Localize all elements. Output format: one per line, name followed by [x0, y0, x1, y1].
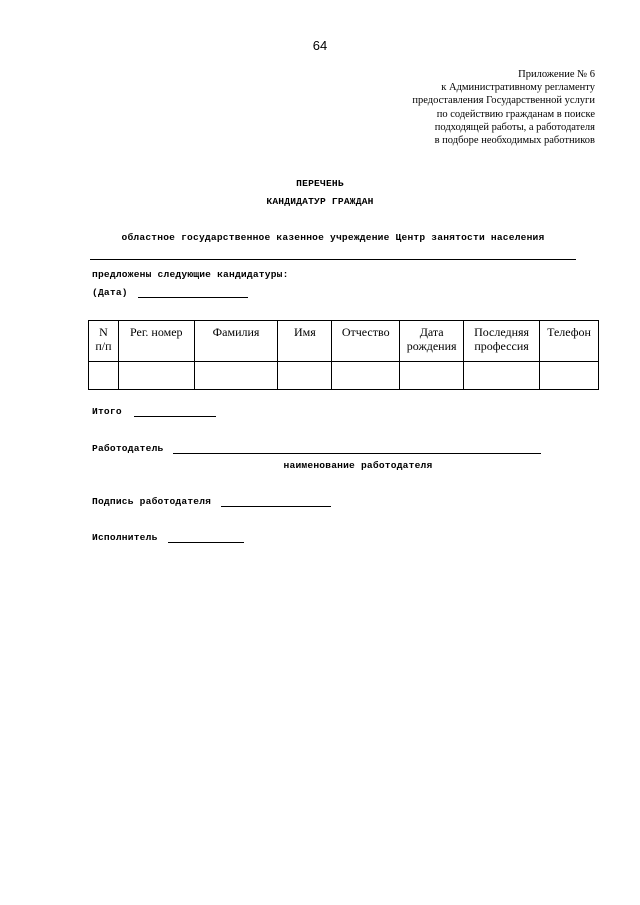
- document-subtitle: КАНДИДАТУР ГРАЖДАН: [266, 196, 374, 207]
- column-header-number: N п/п: [89, 321, 119, 362]
- page-number: 64: [312, 38, 328, 53]
- organization-underline: [90, 259, 576, 260]
- appendix-line: по содействию гражданам в поиске: [436, 108, 595, 120]
- table-cell[interactable]: [194, 362, 278, 390]
- column-header-birth-date: Дата рождения: [400, 321, 464, 362]
- employer-caption: наименование работодателя: [283, 460, 433, 471]
- appendix-line: в подборе необходимых работников: [434, 135, 595, 147]
- column-header-reg-number: Рег. номер: [118, 321, 194, 362]
- date-field[interactable]: [138, 286, 248, 298]
- column-header-patronymic: Отчество: [332, 321, 400, 362]
- total-label: Итого: [92, 406, 122, 417]
- table-cell[interactable]: [89, 362, 119, 390]
- employer-row: [92, 442, 541, 454]
- signature-label: Подпись работодателя: [92, 496, 212, 507]
- signature-row: [92, 495, 331, 507]
- appendix-line: предоставления Государственной услуги: [412, 95, 595, 107]
- signature-field[interactable]: [221, 495, 331, 507]
- document-title: ПЕРЕЧЕНЬ: [296, 178, 344, 189]
- table-cell[interactable]: [278, 362, 332, 390]
- column-header-surname: Фамилия: [194, 321, 278, 362]
- table-cell[interactable]: [118, 362, 194, 390]
- table-cell[interactable]: [540, 362, 599, 390]
- performer-label: Исполнитель: [92, 532, 158, 543]
- table-row: [89, 362, 599, 390]
- column-header-name: Имя: [278, 321, 332, 362]
- date-row: [92, 286, 248, 298]
- table-header-row: [89, 321, 599, 362]
- total-row: [92, 405, 216, 417]
- table-cell[interactable]: [464, 362, 540, 390]
- employer-field[interactable]: [173, 442, 541, 454]
- employer-label: Работодатель: [92, 443, 164, 454]
- total-field[interactable]: [134, 405, 216, 417]
- performer-row: [92, 531, 244, 543]
- column-header-last-profession: Последняя профессия: [464, 321, 540, 362]
- performer-field[interactable]: [168, 531, 244, 543]
- appendix-line: к Административному регламенту: [441, 82, 595, 94]
- candidates-table: [88, 320, 599, 390]
- column-header-phone: Телефон: [540, 321, 599, 362]
- date-label: (Дата): [92, 287, 128, 298]
- appendix-line: Приложение № 6: [518, 69, 595, 80]
- table-cell[interactable]: [400, 362, 464, 390]
- table-cell[interactable]: [332, 362, 400, 390]
- organization-name: областное государственное казенное учреждение Центр занятости населения: [121, 232, 545, 243]
- appendix-line: подходящей работы, а работодателя: [434, 121, 595, 133]
- appendix-block: [412, 68, 595, 147]
- offered-candidates-label: предложены следующие кандидатуры:: [92, 269, 289, 280]
